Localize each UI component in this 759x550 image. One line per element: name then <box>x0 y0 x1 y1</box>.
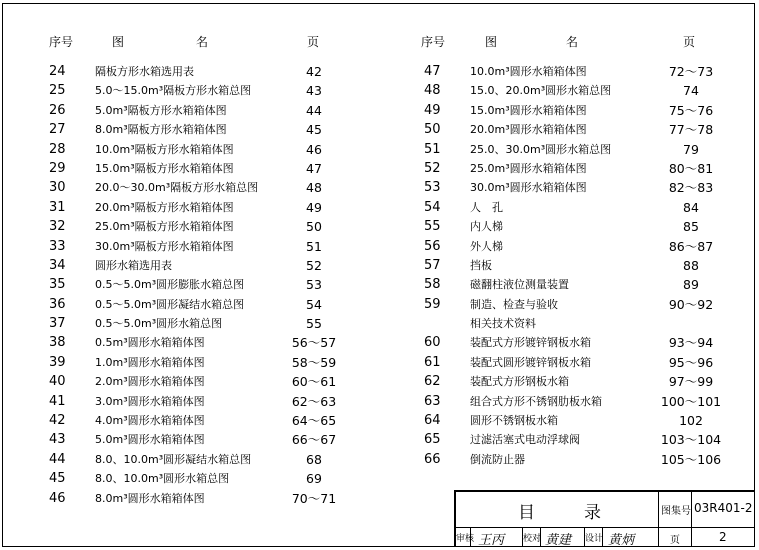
index-row <box>49 430 379 449</box>
row-number: 35 <box>49 277 66 293</box>
page-ref: 50 <box>306 219 322 235</box>
row-number: 52 <box>424 160 441 176</box>
drawing-name: 25.0、30.0m³圆形水箱总图 <box>470 142 612 156</box>
left-index-list <box>49 62 379 508</box>
row-number: 60 <box>424 335 441 351</box>
row-number: 50 <box>424 122 441 138</box>
index-row <box>49 353 379 372</box>
index-row <box>424 314 754 333</box>
left-header-page: 页 <box>307 35 320 49</box>
row-number: 40 <box>49 374 66 390</box>
index-row <box>49 314 379 333</box>
page-ref: 74 <box>683 83 699 99</box>
row-number: 58 <box>424 277 441 293</box>
row-number: 55 <box>424 219 441 235</box>
row-number: 45 <box>49 471 66 487</box>
page-ref: 54 <box>306 296 322 312</box>
index-row <box>49 489 379 508</box>
row-number: 47 <box>424 64 441 79</box>
page-ref: 72～73 <box>668 64 714 79</box>
index-row <box>424 411 754 430</box>
atlas-label: 图集号 <box>661 506 691 517</box>
drawing-name: 10.0m³圆形水箱箱体图 <box>470 65 587 78</box>
row-number: 61 <box>424 354 441 370</box>
page-ref: 97～99 <box>668 374 714 390</box>
title-char-1: 目 <box>518 503 535 523</box>
page-ref: 62～63 <box>291 393 337 409</box>
page-ref: 47 <box>306 160 322 176</box>
drawing-name: 10.0m³隔板方形水箱箱体图 <box>95 142 234 156</box>
index-row <box>49 372 379 391</box>
index-row <box>49 275 379 294</box>
page-ref: 49 <box>306 199 322 215</box>
page-ref: 75～76 <box>668 102 714 118</box>
index-row <box>424 237 754 256</box>
drawing-name: 装配式方形钢板水箱 <box>470 375 569 389</box>
row-number: 44 <box>49 451 66 467</box>
drawing-name: 25.0m³隔板方形水箱箱体图 <box>95 220 234 234</box>
index-row <box>424 62 754 81</box>
left-header-name-b: 名 <box>196 35 209 49</box>
index-row <box>424 120 754 139</box>
row-number: 25 <box>49 83 66 99</box>
page-ref: 55 <box>306 316 322 332</box>
index-row <box>49 120 379 139</box>
row-number: 36 <box>49 296 66 312</box>
page-ref: 93～94 <box>668 335 714 351</box>
drawing-name: 1.0m³圆形水箱箱体图 <box>95 355 205 369</box>
row-number: 49 <box>424 102 441 118</box>
drawing-name: 15.0m³隔板方形水箱箱体图 <box>95 161 234 175</box>
page-label: 页 <box>670 535 680 546</box>
row-number: 31 <box>49 199 66 215</box>
index-row <box>49 159 379 178</box>
review-signature: 王丙 <box>478 533 505 548</box>
page-ref: 70～71 <box>291 490 337 506</box>
page-ref: 58～59 <box>291 354 337 370</box>
page-ref: 69 <box>306 471 322 487</box>
row-number: 32 <box>49 219 66 235</box>
index-row <box>49 469 379 488</box>
page-ref: 90～92 <box>668 296 714 312</box>
page-ref: 66～67 <box>291 432 337 448</box>
row-number: 24 <box>49 64 66 79</box>
page-ref: 51 <box>306 238 322 254</box>
page-ref: 45 <box>306 122 322 138</box>
drawing-name: 2.0m³圆形水箱箱体图 <box>95 375 205 389</box>
drawing-name: 0.5m³圆形水箱箱体图 <box>95 336 205 350</box>
row-number: 28 <box>49 141 66 157</box>
page-ref: 68 <box>306 451 322 467</box>
drawing-name: 5.0m³隔板方形水箱箱体图 <box>95 103 227 117</box>
index-row <box>49 256 379 275</box>
page-ref: 95～96 <box>668 354 714 370</box>
row-number: 53 <box>424 180 441 196</box>
index-row <box>49 217 379 236</box>
page-ref: 102 <box>679 413 703 429</box>
index-row <box>424 372 754 391</box>
drawing-name: 5.0m³圆形水箱箱体图 <box>95 433 205 447</box>
row-number: 30 <box>49 180 66 196</box>
drawing-name: 圆形不锈钢板水箱 <box>470 414 558 428</box>
page-ref: 82～83 <box>668 180 714 196</box>
page-ref: 79 <box>683 141 699 157</box>
index-row <box>424 198 754 217</box>
drawing-name: 挡板 <box>470 258 492 272</box>
drawing-name: 装配式圆形镀锌钢板水箱 <box>470 355 591 369</box>
page-ref: 46 <box>306 141 322 157</box>
page-ref: 43 <box>306 83 322 99</box>
index-row <box>424 101 754 120</box>
drawing-name: 组合式方形不锈钢肋板水箱 <box>470 394 602 408</box>
row-number: 33 <box>49 238 66 254</box>
index-row <box>49 198 379 217</box>
index-row <box>49 81 379 100</box>
page-ref: 53 <box>306 277 322 293</box>
row-number: 54 <box>424 199 441 215</box>
drawing-name: 0.5～5.0m³圆形膨胀水箱总图 <box>95 278 245 292</box>
atlas-number: 03R401-2 <box>694 501 753 515</box>
index-row <box>424 333 754 352</box>
index-row <box>49 450 379 469</box>
page-ref: 86～87 <box>668 238 714 254</box>
drawing-name: 30.0m³圆形水箱箱体图 <box>470 181 587 195</box>
page-ref: 52 <box>306 257 322 273</box>
index-row <box>424 430 754 449</box>
right-header-page: 页 <box>683 35 696 49</box>
page-ref: 64～65 <box>291 413 337 429</box>
row-number: 51 <box>424 141 441 157</box>
row-number: 56 <box>424 238 441 254</box>
index-row <box>424 140 754 159</box>
drawing-name: 磁翻柱液位测量装置 <box>470 278 569 292</box>
drawing-name: 隔板方形水箱选用表 <box>95 65 194 78</box>
drawing-name: 装配式方形镀锌钢板水箱 <box>470 336 591 350</box>
index-row <box>424 275 754 294</box>
page-ref: 89 <box>683 277 699 293</box>
drawing-name: 人 孔 <box>470 200 503 214</box>
drawing-name: 0.5～5.0m³圆形水箱总图 <box>95 317 223 331</box>
index-row <box>424 256 754 275</box>
index-row <box>424 392 754 411</box>
drawing-name: 8.0、10.0m³圆形水箱总图 <box>95 472 230 486</box>
check-signature: 黄建 <box>545 533 572 548</box>
title-char-2: 录 <box>584 503 601 523</box>
page-ref: 105～106 <box>660 451 722 467</box>
drawing-name: 15.0m³圆形水箱箱体图 <box>470 103 587 117</box>
drawing-name: 3.0m³圆形水箱箱体图 <box>95 394 205 408</box>
index-row <box>424 81 754 100</box>
index-row <box>49 333 379 352</box>
left-header-name-a: 图 <box>112 35 125 49</box>
row-number: 41 <box>49 393 66 409</box>
row-number: 59 <box>424 296 441 312</box>
page-ref: 77～78 <box>668 122 714 138</box>
row-number: 43 <box>49 432 66 448</box>
page-ref: 88 <box>683 257 699 273</box>
page-ref: 80～81 <box>668 160 714 176</box>
page-ref: 85 <box>683 219 699 235</box>
drawing-name: 相关技术资料 <box>470 317 536 331</box>
drawing-name: 圆形水箱选用表 <box>95 258 172 272</box>
index-row <box>49 140 379 159</box>
drawing-name: 20.0～30.0m³隔板方形水箱总图 <box>95 181 259 195</box>
right-index-list <box>424 62 754 469</box>
index-row <box>49 392 379 411</box>
page-ref: 100～101 <box>660 393 722 409</box>
index-row <box>424 353 754 372</box>
drawing-name: 8.0m³隔板方形水箱箱体图 <box>95 123 227 137</box>
index-row <box>424 450 754 469</box>
row-number: 64 <box>424 413 441 429</box>
right-header-no: 序号 <box>421 35 446 49</box>
row-number: 27 <box>49 122 66 138</box>
right-header-name-b: 名 <box>566 35 579 49</box>
drawing-name: 25.0m³圆形水箱箱体图 <box>470 161 587 175</box>
row-number: 42 <box>49 413 66 429</box>
index-row <box>424 295 754 314</box>
drawing-name: 外人梯 <box>470 239 503 253</box>
index-row <box>49 178 379 197</box>
row-number: 63 <box>424 393 441 409</box>
page-ref: 56～57 <box>291 335 337 351</box>
drawing-name: 30.0m³隔板方形水箱箱体图 <box>95 239 234 253</box>
index-row <box>424 217 754 236</box>
drawing-name: 内人梯 <box>470 220 503 234</box>
index-row <box>49 295 379 314</box>
review-label: 审核 <box>456 534 475 544</box>
page-ref: 60～61 <box>291 374 337 390</box>
index-row <box>49 62 379 81</box>
design-signature: 黄炳 <box>608 533 635 548</box>
row-number: 37 <box>49 316 66 332</box>
row-number: 66 <box>424 451 441 467</box>
title-block <box>454 490 755 547</box>
page-ref: 42 <box>306 64 322 79</box>
drawing-name: 20.0m³隔板方形水箱箱体图 <box>95 200 234 214</box>
index-row <box>49 411 379 430</box>
row-number: 62 <box>424 374 441 390</box>
drawing-name: 倒流防止器 <box>470 452 525 466</box>
check-label: 校对 <box>523 534 542 544</box>
index-row <box>49 237 379 256</box>
drawing-name: 制造、检查与验收 <box>470 297 558 311</box>
drawing-name: 0.5～5.0m³圆形凝结水箱总图 <box>95 297 245 311</box>
row-number: 48 <box>424 83 441 99</box>
row-number: 39 <box>49 354 66 370</box>
index-row <box>424 178 754 197</box>
left-header-no: 序号 <box>49 35 74 49</box>
drawing-name: 5.0～15.0m³隔板方形水箱总图 <box>95 84 252 98</box>
row-number: 65 <box>424 432 441 448</box>
design-label: 设计 <box>585 534 604 544</box>
row-number: 29 <box>49 160 66 176</box>
page-ref: 103～104 <box>660 432 722 448</box>
page-ref: 44 <box>306 102 322 118</box>
row-number: 38 <box>49 335 66 351</box>
row-number: 57 <box>424 257 441 273</box>
drawing-name: 8.0、10.0m³圆形凝结水箱总图 <box>95 452 252 466</box>
drawing-name: 4.0m³圆形水箱箱体图 <box>95 414 205 428</box>
drawing-name: 8.0m³圆形水箱箱体图 <box>95 491 205 505</box>
page-ref: 48 <box>306 180 322 196</box>
drawing-name: 20.0m³圆形水箱箱体图 <box>470 123 587 137</box>
right-header-name-a: 图 <box>485 35 498 49</box>
drawing-name: 15.0、20.0m³圆形水箱总图 <box>470 84 612 98</box>
row-number: 46 <box>49 490 66 506</box>
drawing-name: 过滤活塞式电动浮球阀 <box>470 433 580 447</box>
row-number: 34 <box>49 257 66 273</box>
page-ref: 84 <box>683 199 699 215</box>
page-number: 2 <box>719 530 727 544</box>
row-number: 26 <box>49 102 66 118</box>
index-row <box>424 159 754 178</box>
index-row <box>49 101 379 120</box>
